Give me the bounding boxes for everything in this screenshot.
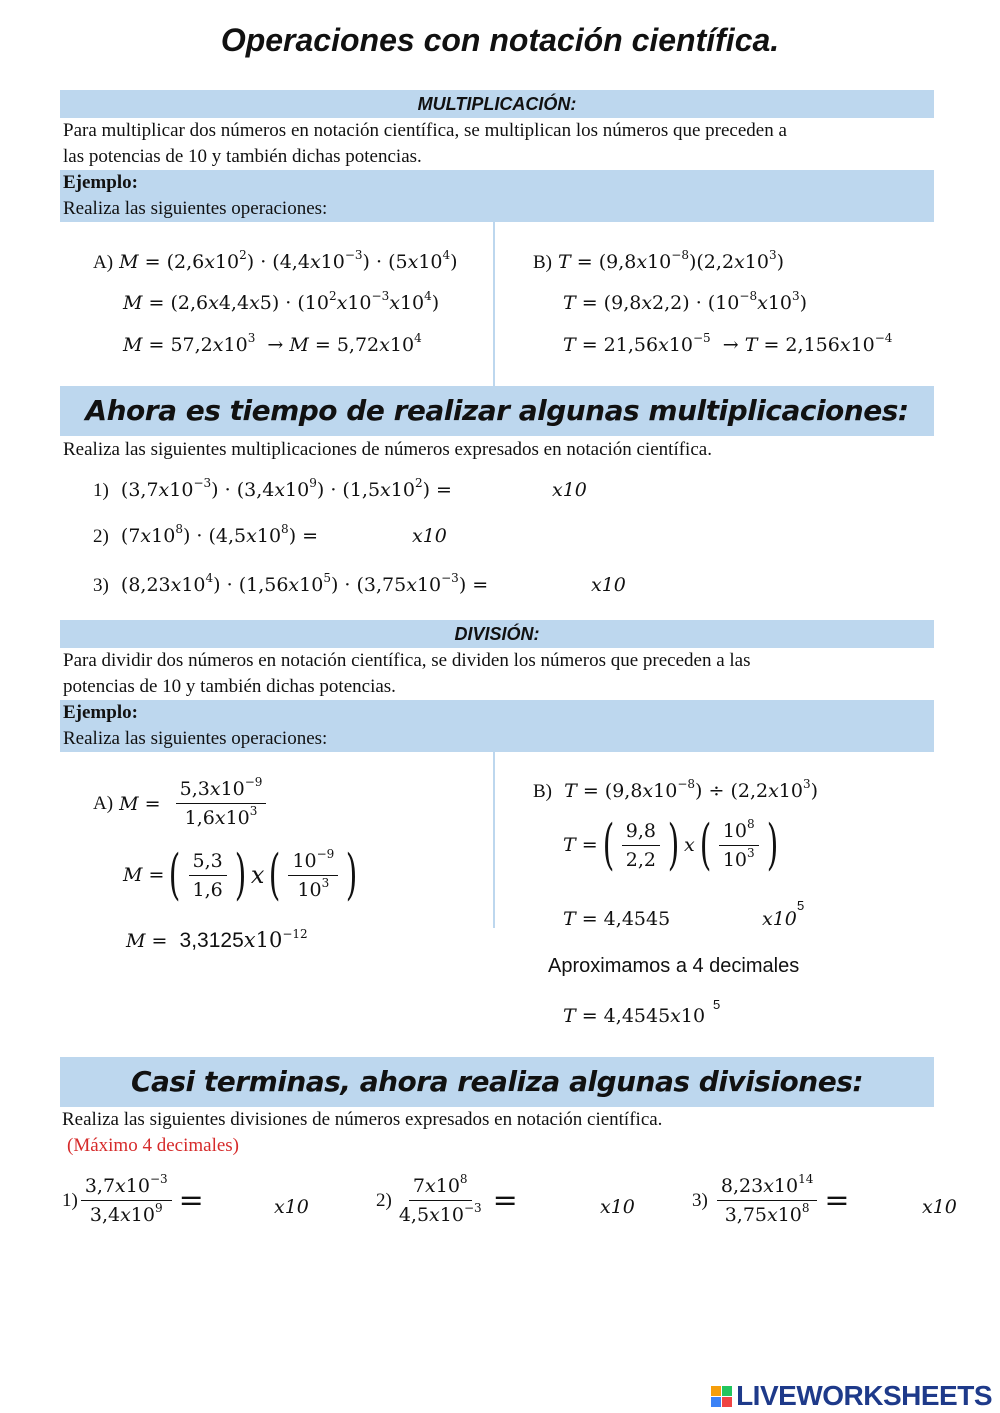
- division-divider: [493, 752, 495, 928]
- multiplication-header: MULTIPLICACIÓN:: [60, 90, 934, 118]
- mult-example-a-line3: $M = 57,2x10^3 \to M = 5,72x10^4$: [123, 331, 422, 356]
- div-example-a-line1: A) M = $\frac{5,3x10^{-9}}{1,6x10^3}$: [93, 778, 269, 829]
- multiplication-practice-header: Ahora es tiempo de realizar algunas multiplicaciones:: [60, 386, 934, 436]
- div-example-b-line1: B) $T = (9,8x10^{-8}) \div (2,2x10^3)$: [533, 777, 819, 802]
- div-practice-item-1: 1) $\frac{3,7x10^{-3}}{3,4x10^9}$ =: [62, 1172, 204, 1226]
- div-practice-item-2: 2) $\frac{7x10^8}{4,5x10^{-3}}$ =: [376, 1172, 518, 1226]
- multiplication-rule-line1: Para multiplicar dos números en notación científica, se multiplican los números que preceden a: [63, 120, 787, 141]
- division-practice-instruction: Realiza las siguientes divisiones de números expresados en notación científica.: [62, 1109, 663, 1130]
- multiplication-divider: [493, 222, 495, 386]
- div-example-b-line3-exponent: 5: [797, 898, 805, 913]
- liveworksheets-logo: [711, 1380, 992, 1412]
- div-example-b-line2: T = ( $\frac{9,8}{2,2}$ ) x ( $\frac{10^8}{10^3}$ ): [563, 813, 778, 876]
- mult-practice-item-1: 1) $(3,7x10^{-3}) \cdot (3,4x10^9) \cdot (1,5x10^2)$ =: [93, 476, 452, 501]
- division-example-instruction: Realiza las siguientes operaciones:: [63, 728, 328, 749]
- div-example-b-line3: T = 4,4545: [563, 908, 671, 930]
- multiplication-example-band: [60, 170, 934, 222]
- mult-practice-item-3: 3) $(8,23x10^4) \cdot (1,56x10^5) \cdot (3,75x10^{-3})$ =: [93, 571, 489, 596]
- division-practice-header: Casi terminas, ahora realiza algunas divisiones:: [60, 1057, 934, 1107]
- multiplication-example-label: Ejemplo:: [63, 172, 138, 193]
- div-example-b-line4-exponent: 5: [713, 997, 721, 1012]
- liveworksheets-logo-icon: [711, 1386, 732, 1407]
- div-practice-item-3-x10: x10: [922, 1196, 957, 1218]
- mult-practice-item-1-x10: x10: [552, 479, 587, 501]
- mult-example-b-line1: B) $T = (9,8x10^{-8})(2,2x10^3)$: [533, 248, 784, 273]
- multiplication-example-instruction: Realiza las siguientes operaciones:: [63, 198, 328, 219]
- division-practice-max-note: (Máximo 4 decimales): [67, 1135, 240, 1156]
- div-example-b-line4: T = 4,4545x10: [563, 1005, 706, 1027]
- div-practice-item-1-x10: x10: [274, 1196, 309, 1218]
- mult-practice-item-2: 2) $(7x10^8) \cdot (4,5x10^8)$ =: [93, 522, 319, 547]
- mult-example-a-line2: $M = (2,6x4,4x5) \cdot (10^2x10^{-3}x10^4)$: [123, 289, 440, 314]
- division-example-band: [60, 700, 934, 752]
- multiplication-rule-line2: las potencias de 10 y también dichas potencias.: [63, 146, 422, 167]
- mult-example-b-line2: $T = (9,8x2,2) \cdot (10^{-8}x10^3)$: [563, 289, 808, 314]
- division-rule-line2: potencias de 10 y también dichas potencias.: [63, 676, 396, 697]
- page-title: Operaciones con notación científica.: [220, 22, 780, 58]
- div-practice-item-3: 3) $\frac{8,23x10^{14}}{3,75x10^8}$ =: [692, 1172, 850, 1226]
- div-example-approx-note: Aproximamos a 4 decimales: [548, 955, 800, 977]
- div-example-a-line3: $M = 3,3125x10^{-12}$: [126, 927, 308, 952]
- div-example-a-line2: M = ( $\frac{5,3}{1,6}$ ) x ( $\frac{10^{-9}}{10^3}$ ): [123, 843, 358, 906]
- multiplication-practice-instruction: Realiza las siguientes multiplicaciones de números expresados en notación científica.: [63, 439, 712, 460]
- liveworksheets-logo-text: LIVEWORKSHEETS: [736, 1380, 992, 1411]
- division-rule-line1: Para dividir dos números en notación científica, se dividen los números que preceden a las: [63, 650, 751, 671]
- mult-practice-item-3-x10: x10: [591, 574, 626, 596]
- division-example-label: Ejemplo:: [63, 702, 138, 723]
- mult-example-a-line1: A) $M = (2,6x10^2) \cdot (4,4x10^{-3}) \cdot (5x10^4)$: [93, 248, 458, 273]
- div-example-b-line3-x10: x10: [762, 908, 797, 930]
- mult-example-b-line3: $T = 21,56x10^{-5} \to T = 2,156x10^{-4}$: [563, 331, 893, 356]
- division-header: DIVISIÓN:: [60, 620, 934, 648]
- div-practice-item-2-x10: x10: [600, 1196, 635, 1218]
- mult-practice-item-2-x10: x10: [412, 525, 447, 547]
